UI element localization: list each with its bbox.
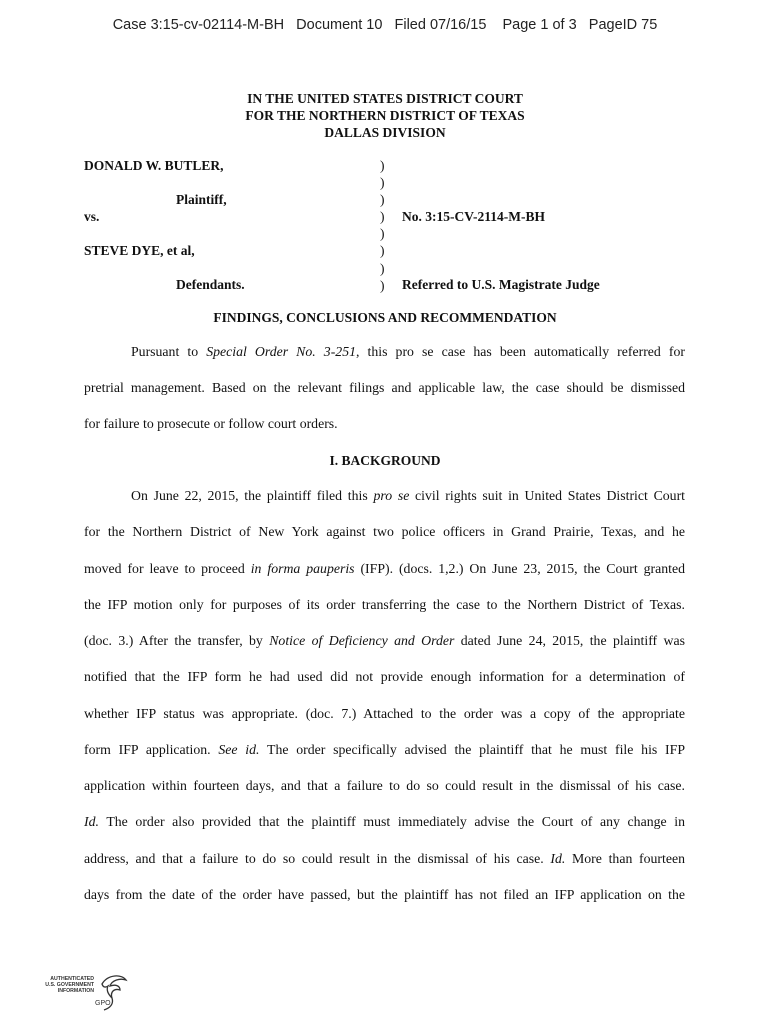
- versus-label: vs.: [84, 209, 100, 224]
- text-line: the IFP motion only for purposes of its order transferring the case to the Northern District of Texas.: [84, 597, 685, 612]
- plaintiff-name: DONALD W. BUTLER,: [84, 158, 224, 173]
- divider-paren: ): [380, 175, 385, 191]
- divider-paren: ): [380, 192, 385, 208]
- plaintiff-role: Plaintiff,: [176, 192, 227, 207]
- divider-paren: ): [380, 260, 385, 276]
- text-line: days from the date of the order have passed, but the plaintiff has not filed an IFP application on the: [84, 887, 685, 902]
- text-line: form IFP application. See id. The order specifically advised the plaintiff that he must file his IFP: [84, 742, 686, 757]
- defendant-role: Defendants.: [176, 277, 245, 292]
- divider-paren: ): [380, 158, 385, 173]
- divider-paren: ): [380, 243, 385, 259]
- referral-note: Referred to U.S. Magistrate Judge: [402, 277, 600, 292]
- text-line: moved for leave to proceed in forma pauperis (IFP). (docs. 1,2.) On June 23, 2015, the Court granted: [84, 561, 685, 576]
- text-line: application within fourteen days, and that a failure to do so could result in the dismissal of his case.: [84, 778, 685, 793]
- text-line: (doc. 3.) After the transfer, by Notice of Deficiency and Order dated June 24, 2015, the plaintiff was: [84, 633, 685, 648]
- defendant-name: STEVE DYE, et al,: [84, 243, 195, 258]
- caption-divider: [380, 157, 385, 294]
- case-number: No. 3:15-CV-2114-M-BH: [402, 209, 545, 224]
- text-line: On June 22, 2015, the plaintiff filed this pro se civil rights suit in United States District Court: [131, 488, 685, 503]
- court-heading: [0, 90, 770, 141]
- court-district: FOR THE NORTHERN DISTRICT OF TEXAS: [245, 108, 525, 123]
- text-line: Pursuant to Special Order No. 3-251, this pro se case has been automatically referred for: [131, 344, 685, 359]
- gpo-mark: GPO: [95, 1000, 111, 1007]
- divider-paren: ): [380, 277, 385, 293]
- court-division: DALLAS DIVISION: [324, 125, 446, 140]
- text-line: address, and that a failure to do so could result in the dismissal of his case. Id. More than fourteen: [84, 851, 685, 866]
- section-heading: I. BACKGROUND: [329, 453, 441, 468]
- court-name: IN THE UNITED STATES DISTRICT COURT: [247, 91, 523, 106]
- divider-paren: ): [380, 226, 385, 242]
- case-header: Case 3:15-cv-02114-M-BH Document 10 Filed 07/16/15 Page 1 of 3 PageID 75: [112, 17, 658, 33]
- text-line: whether IFP status was appropriate. (doc. 7.) Attached to the order was a copy of the appropriate: [84, 706, 685, 721]
- text-line: for failure to prosecute or follow court orders.: [84, 416, 338, 431]
- text-line: Id. The order also provided that the plaintiff must immediately advise the Court of any change in: [84, 814, 685, 829]
- gpo-authentication-seal: [42, 968, 132, 1014]
- gpo-seal-text: AUTHENTICATED U.S. GOVERNMENT INFORMATION: [45, 976, 94, 994]
- text-line: notified that the IFP form he had used did not provide enough information for a determination of: [84, 669, 685, 684]
- text-line: for the Northern District of New York against two police officers in Grand Prairie, Texas, and he: [84, 524, 685, 539]
- text-line: pretrial management. Based on the relevant filings and applicable law, the case should be dismissed: [84, 380, 685, 395]
- document-title: FINDINGS, CONCLUSIONS AND RECOMMENDATION: [213, 310, 557, 325]
- divider-paren: ): [380, 209, 385, 225]
